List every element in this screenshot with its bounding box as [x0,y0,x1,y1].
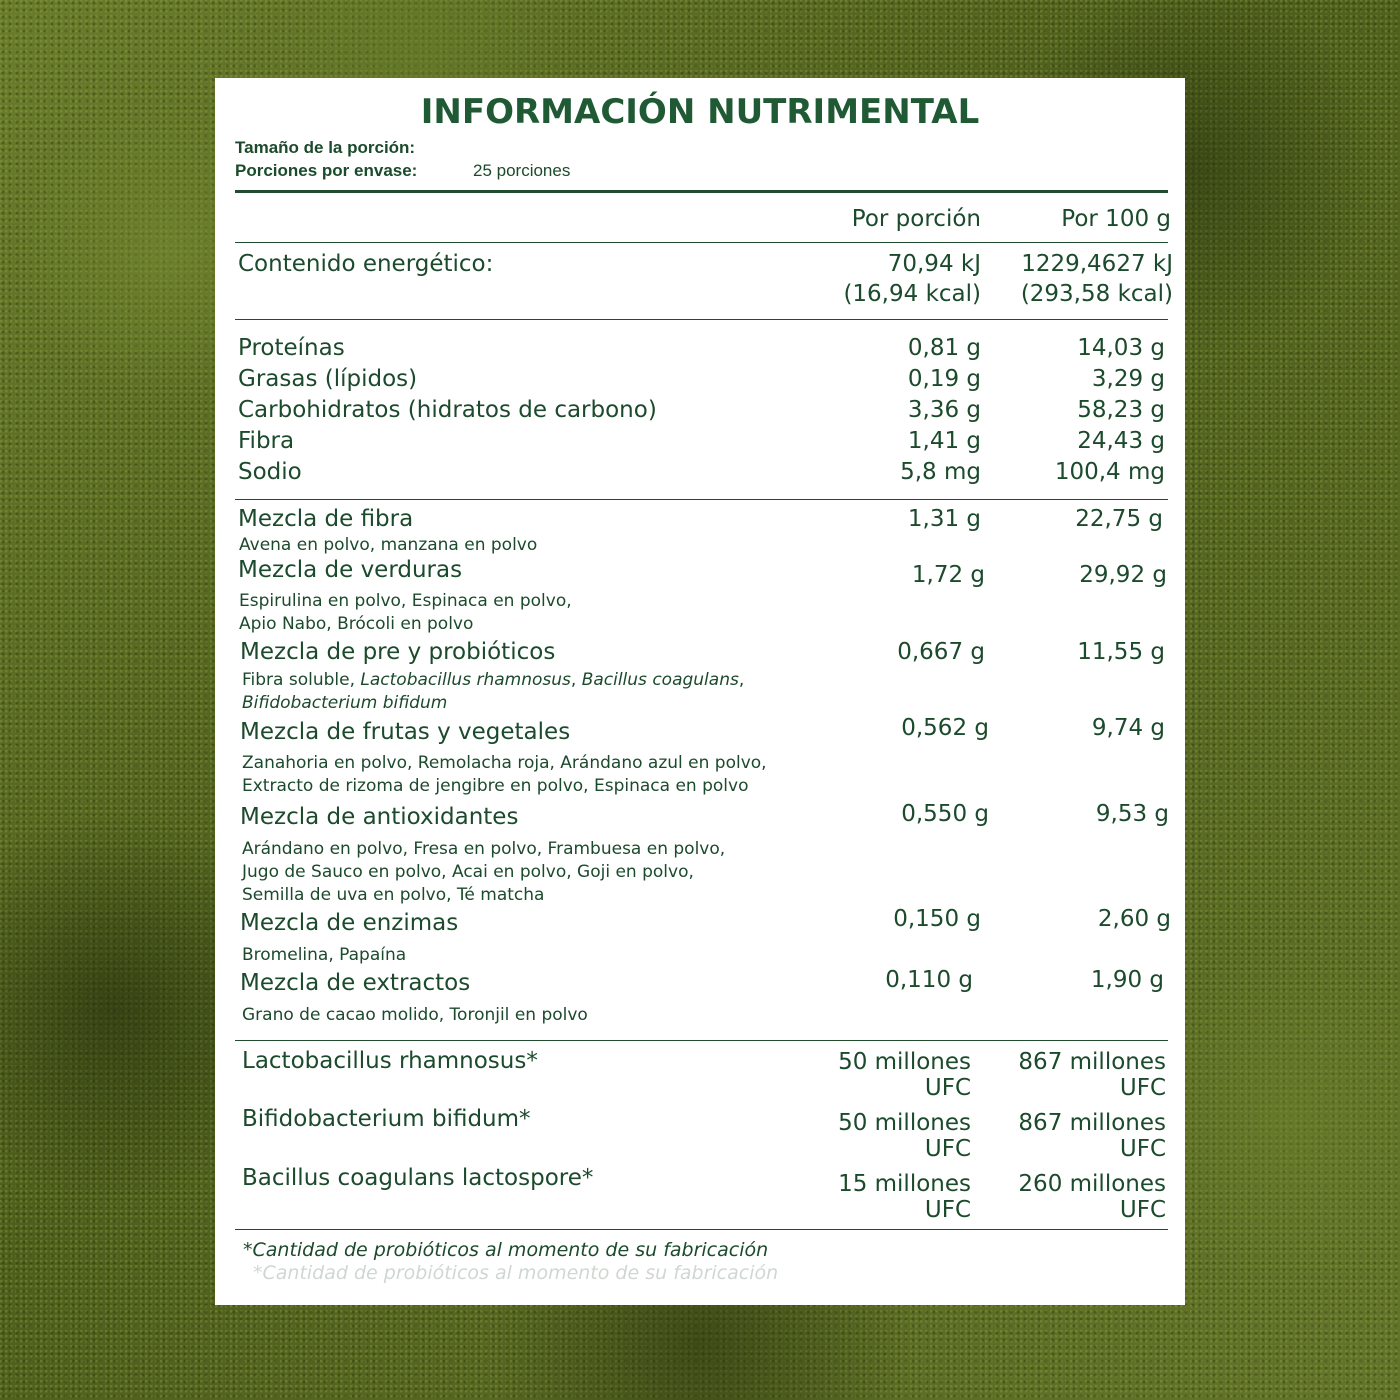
nutrient-per-serving: 0,81 g [907,335,981,361]
blend-per-serving: 1,72 g [911,562,985,588]
blend-ingredients: Semilla de uva en polvo, Té matcha [242,885,545,905]
servings-per-pack-value: 25 porciones [473,161,571,180]
blend-ingredients: Arándano en polvo, Fresa en polvo, Frambuesa en polvo, [242,839,726,859]
blend-ingredients: Avena en polvo, manzana en polvo [239,535,538,555]
probiotic-unit: UFC [1119,1136,1166,1162]
nutrient-per-100g: 24,43 g [1077,428,1165,454]
energy-label: Contenido energético: [238,251,494,277]
probiotic-per-serving: 15 millones [838,1171,971,1197]
footnote: *Cantidad de probióticos al momento de su fabricación [243,1239,769,1261]
blend-label-fiber: Mezcla de fibra [238,506,414,532]
probiotic-unit: UFC [1119,1197,1166,1223]
blend-ingredients: Bromelina, Papaína [242,945,407,965]
probiotic-per-100g: 260 millones [1018,1171,1166,1197]
nutrient-label-fat: Grasas (lípidos) [238,366,418,392]
probiotic-unit: UFC [924,1136,971,1162]
blend-per-serving: 0,110 g [885,967,973,993]
divider [235,1040,1168,1041]
nutrient-per-100g: 14,03 g [1077,335,1165,361]
probiotic-per-100g: 867 millones [1018,1049,1166,1075]
probiotic-per-serving: 50 millones [838,1110,971,1136]
nutrient-per-serving: 5,8 mg [900,459,981,485]
probiotic-unit: UFC [1119,1075,1166,1101]
blend-ingredients: Espirulina en polvo, Espinaca en polvo, [239,591,572,611]
probiotic-unit: UFC [924,1075,971,1101]
blend-label-vegetables: Mezcla de verduras [238,557,463,583]
probiotic-unit: UFC [924,1197,971,1223]
blend-ingredients: Extracto de rizoma de jengibre en polvo, Espinaca en polvo [242,776,749,796]
servings-per-pack-label: Porciones por envase: [235,161,418,180]
nutrient-per-100g: 3,29 g [1091,366,1165,392]
blend-per-100g: 9,74 g [1091,715,1165,741]
nutrient-per-serving: 0,19 g [907,366,981,392]
blend-label-antioxidants: Mezcla de antioxidantes [240,804,519,830]
nutrient-label-fiber: Fibra [238,428,295,454]
probiotic-label-lactobacillus: Lactobacillus rhamnosus* [242,1048,538,1074]
blend-label-enzymes: Mezcla de enzimas [240,910,459,936]
footnote-ghost: *Cantidad de probióticos al momento de su fabricación [253,1262,779,1284]
nutrient-per-100g: 58,23 g [1077,397,1165,423]
divider [235,499,1168,500]
column-header-per-serving: Por porción [851,206,981,232]
probiotic-per-100g: 867 millones [1018,1110,1166,1136]
nutrient-label-protein: Proteínas [238,335,345,361]
column-header-per-100g: Por 100 g [1061,206,1171,232]
blend-per-serving: 0,667 g [897,639,985,665]
nutrient-label-carbs: Carbohidratos (hidratos de carbono) [238,397,657,423]
blend-per-serving: 0,150 g [893,906,981,932]
divider [235,242,1168,243]
nutrient-per-serving: 3,36 g [907,397,981,423]
blend-per-100g: 2,60 g [1097,906,1171,932]
probiotic-label-bifidobacterium: Bifidobacterium bifidum* [242,1106,531,1132]
nutrition-facts-card [215,78,1185,1305]
blend-per-100g: 22,75 g [1075,506,1163,532]
blend-ingredients: Fibra soluble, Lactobacillus rhamnosus, Bacillus coagulans, [242,670,745,690]
blend-ingredients: Zanahoria en polvo, Remolacha roja, Arándano azul en polvo, [242,753,767,773]
serving-size-label: Tamaño de la porción: [235,138,416,157]
blend-ingredients: Jugo de Sauco en polvo, Acai en polvo, Goji en polvo, [242,862,694,882]
nutrient-per-100g: 100,4 mg [1054,459,1165,485]
energy-per-100g-kcal: (293,58 kcal) [1020,281,1173,307]
nutrient-label-sodium: Sodio [238,459,302,485]
probiotic-label-bacillus: Bacillus coagulans lactospore* [242,1165,594,1191]
blend-per-serving: 0,550 g [901,801,989,827]
blend-ingredients: Bifidobacterium bifidum [242,693,448,713]
blend-per-100g: 11,55 g [1077,639,1165,665]
blend-ingredients: Grano de cacao molido, Toronjil en polvo [242,1005,588,1025]
probiotic-per-serving: 50 millones [838,1049,971,1075]
blend-per-100g: 9,53 g [1095,801,1169,827]
blend-per-100g: 1,90 g [1090,967,1164,993]
nutrient-per-serving: 1,41 g [907,428,981,454]
blend-label-fruits-vegetables: Mezcla de frutas y vegetales [240,719,571,745]
blend-per-serving: 1,31 g [907,506,981,532]
page-title: INFORMACIÓN NUTRIMENTAL [420,92,980,132]
energy-per-serving-kcal: (16,94 kcal) [843,281,981,307]
divider-thick [235,190,1168,193]
energy-per-serving-kj: 70,94 kJ [887,251,981,277]
blend-ingredients: Apio Nabo, Brócoli en polvo [239,614,474,634]
blend-per-serving: 0,562 g [901,715,989,741]
energy-per-100g-kj: 1229,4627 kJ [1021,251,1173,277]
blend-label-extracts: Mezcla de extractos [240,970,471,996]
blend-per-100g: 29,92 g [1079,562,1167,588]
blend-label-probiotics: Mezcla de pre y probióticos [240,639,556,665]
divider [235,319,1168,320]
divider [235,1229,1168,1230]
